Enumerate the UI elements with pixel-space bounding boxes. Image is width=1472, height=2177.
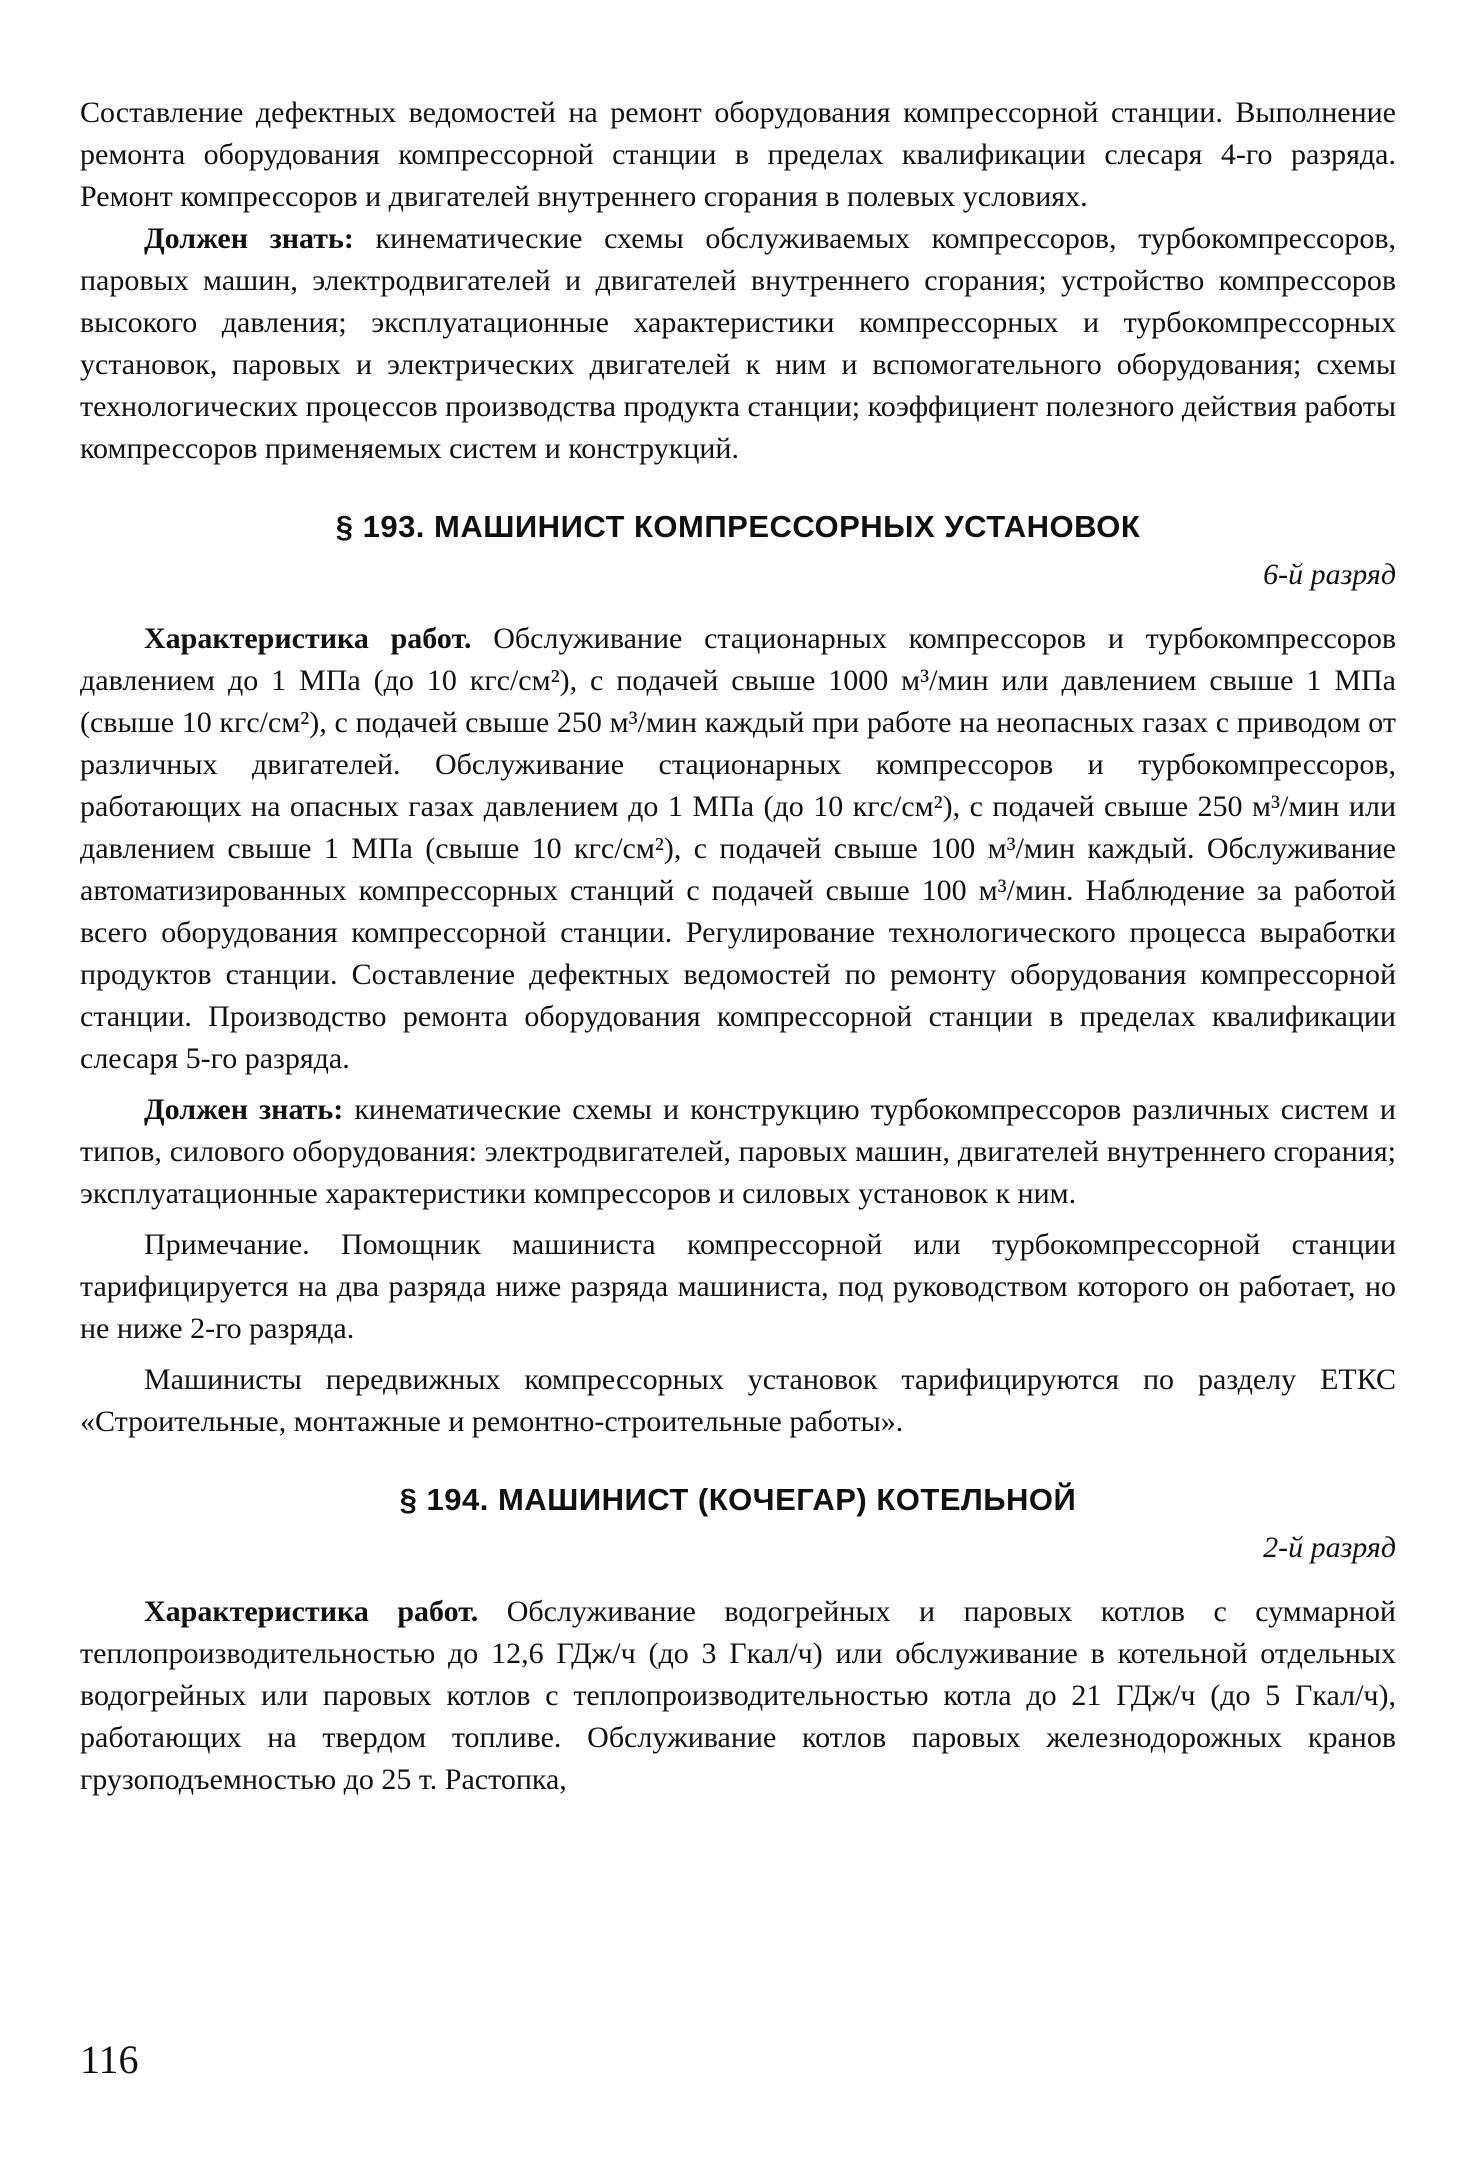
section-193-characteristics xyxy=(80,618,1396,1080)
must-know-label: Должен знать: xyxy=(144,222,354,255)
intro-paragraph: Составление дефектных ведомостей на ремонт оборудования компрессорной станции. Выполнение ремонта оборудования компрессорной станции в пределах квалификации слесаря 4-го разряда. Ремонт компрессоров и двигателей внутреннего сгорания в полевых условиях. xyxy=(80,96,1396,213)
page-number: 116 xyxy=(80,2037,139,2082)
characteristics-label: Характеристика работ. xyxy=(144,622,472,655)
section-194-characteristics xyxy=(80,1591,1396,1801)
characteristics-text: Обслуживание водогрейных и паровых котлов с суммарной теплопроизводительностью до 12,6 ГДж/ч (до 3 Гкал/ч) или обслуживание в котельной отдельных водогрейных или паровых котлов с теплопроизводительностью котла до 21 ГДж/ч (до 5 Гкал/ч), работающих на твердом топливе. Обслуживание котлов паровых железнодорожных кранов грузоподъемностью до 25 т. Растопка, xyxy=(80,1595,1396,1796)
section-193-grade: 6-й разряд xyxy=(1263,558,1396,591)
characteristics-label: Характеристика работ. xyxy=(144,1595,479,1628)
must-know-label: Должен знать: xyxy=(144,1093,344,1126)
section-194-heading: § 194. МАШИНИСТ (КОЧЕГАР) КОТЕЛЬНОЙ xyxy=(399,1482,1077,1517)
characteristics-text: Обслуживание стационарных компрессоров и турбокомпрессоров давлением до 1 МПа (до 10 кгс/см²), с подачей свыше 1000 м³/мин или давлением свыше 1 МПа (свыше 10 кгс/см²), с подачей свыше 250 м³/мин каждый при работе на неопасных газах с приводом от различных двигателей. Обслуживание стационарных компрессоров и турбокомпрессоров, работающих на опасных газах давлением до 1 МПа (до 10 кгс/см²), с подачей свыше 250 м³/мин или давлением свыше 1 МПа (свыше 10 кгс/см²), с подачей свыше 100 м³/мин каждый. Обслуживание автоматизированных компрессорных станций с подачей свыше 100 м³/мин. Наблюдение за работой всего оборудования компрессорной станции. Регулирование технологического процесса выработки продуктов станции. Составление дефектных ведомостей по ремонту оборудования компрессорной станции. Производство ремонта оборудования компрессорной станции в пределах квалификации слесаря 5-го разряда. xyxy=(80,622,1396,1075)
document-page xyxy=(80,92,1396,1801)
section-193-heading: § 193. МАШИНИСТ КОМПРЕССОРНЫХ УСТАНОВОК xyxy=(335,509,1141,544)
must-know-text: кинематические схемы и конструкцию турбокомпрессоров различных систем и типов, силового оборудования: электродвигателей, паровых машин, двигателей внутреннего сгорания; эксплуатационные характеристики компрессоров и силовых установок к ним. xyxy=(80,1093,1396,1210)
must-know-text: кинематические схемы обслуживаемых компрессоров, турбокомпрессоров, паровых машин, электродвигателей и двигателей внутреннего сгорания; устройство компрессоров высокого давления; эксплуатационные характеристики компрессорных и турбокомпрессорных установок, паровых и электрических двигателей к ним и вспомогательного оборудования; схемы технологических процессов производства продукта станции; коэффициент полезного действия работы компрессоров применяемых систем и конструкций. xyxy=(80,222,1396,465)
section-193-must-know xyxy=(80,1089,1396,1215)
section-194-grade: 2-й разряд xyxy=(1263,1531,1396,1564)
section-193-note: Примечание. Помощник машиниста компрессорной или турбокомпрессорной станции тарифицируется на два разряда ниже разряда машиниста, под руководством которого он работает, но не ниже 2-го разряда. xyxy=(80,1228,1396,1345)
intro-must-know-paragraph xyxy=(80,218,1396,470)
section-193-note-mobile: Машинисты передвижных компрессорных установок тарифицируются по разделу ЕТКС «Строительные, монтажные и ремонтно-строительные работы». xyxy=(80,1363,1396,1438)
